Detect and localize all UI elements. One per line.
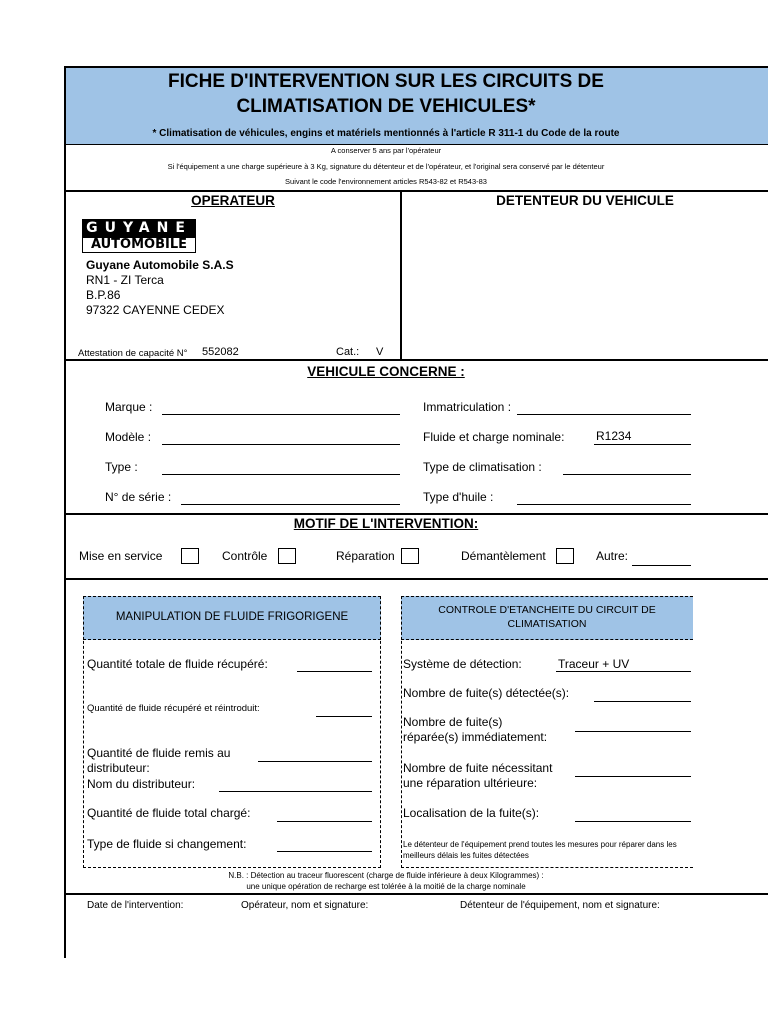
serie-label: N° de série : [105,490,172,504]
attestation-value: 552082 [202,346,239,358]
form-title-line1: FICHE D'INTERVENTION SUR LES CIRCUITS DE [168,71,604,92]
nb-reparees-label-2: réparée(s) immédiatement: [403,730,548,744]
q-total-field[interactable] [297,671,372,672]
systeme-field[interactable] [556,671,691,672]
fluide-field[interactable] [594,444,691,445]
motif-heading: MOTIF DE L'INTERVENTION: [293,516,479,531]
type-clim-field[interactable] [563,474,691,475]
q-remis-label-1: Quantité de fluide remis au [87,746,231,760]
q-remis-field[interactable] [258,761,372,762]
company-logo-sub: AUTOMOBILE [82,237,196,253]
reparation-checkbox[interactable] [401,548,419,564]
operateur-signature-label: Opérateur, nom et signature: [241,900,369,911]
nb-ulterieure-label-2: une réparation ultérieure: [403,776,538,790]
fluide-value: R1234 [596,429,632,443]
localisation-field[interactable] [575,821,691,822]
type-label: Type : [105,460,138,474]
systeme-label: Système de détection: [403,657,522,671]
nb-note-1: N.B. : Détection au traceur fluorescent (charge de fluide inférieure à deux Kilogrammes) : [228,871,544,880]
serie-field[interactable] [181,504,400,505]
date-input-area[interactable] [87,914,227,954]
mise-en-service-checkbox[interactable] [181,548,199,564]
nom-distrib-field[interactable] [219,791,372,792]
fluide-label: Fluide et charge nominale: [423,430,565,444]
cat-label: Cat.: [336,346,360,358]
divider [66,578,768,580]
type-clim-label: Type de climatisation : [423,460,542,474]
operateur-heading: OPERATEUR [191,193,275,208]
autre-field[interactable] [632,565,691,566]
q-reintroduit-field[interactable] [316,716,372,717]
autre-label: Autre: [596,549,629,563]
controle-label: Contrôle [222,549,268,563]
modele-field[interactable] [162,444,400,445]
company-logo: GUYANE [82,219,196,237]
divider [66,893,768,895]
mise-en-service-label: Mise en service [79,549,163,563]
attestation-label: Attestation de capacité N° [78,348,188,359]
header-note-3: Suivant le code l'environnement articles R543-82 et R543-83 [285,177,487,186]
q-charge-field[interactable] [277,821,372,822]
nb-ulterieure-label-1: Nombre de fuite nécessitant [403,761,553,775]
company-address-3: 97322 CAYENNE CEDEX [86,303,225,317]
q-reintroduit-label: Quantité de fluide récupéré et réintroduit: [87,703,260,714]
type-field[interactable] [162,474,400,475]
nb-reparees-field[interactable] [575,731,691,732]
q-remis-label-2: distributeur: [87,761,150,775]
localisation-label: Localisation de la fuite(s): [403,806,540,820]
detenteur-signature-label: Détenteur de l'équipement, nom et signature: [460,900,660,911]
header-note-1: A conserver 5 ans par l'opérateur [330,146,442,155]
type-huile-label: Type d'huile : [423,490,494,504]
controle-checkbox[interactable] [278,548,296,564]
divider [66,190,768,192]
type-changement-field[interactable] [277,851,372,852]
modele-label: Modèle : [105,430,152,444]
form-title-line2: CLIMATISATION DE VEHICULES* [236,96,536,117]
mesures-note-1: Le détenteur de l'équipement prend toutes les mesures pour réparer dans les [403,840,677,849]
header-note-2: Si l'équipement a une charge supérieure à 3 Kg, signature du détenteur et de l'opérateur, et l'original sera conservé par le détenteur [167,162,605,171]
cat-value: V [376,346,384,358]
detenteur-input-area[interactable] [402,213,702,353]
divider [66,144,768,145]
detenteur-heading: DETENTEUR DU VEHICULE [496,193,674,208]
nom-distrib-label: Nom du distributeur: [87,777,196,791]
marque-field[interactable] [162,414,400,415]
immatriculation-field[interactable] [517,414,691,415]
reparation-label: Réparation [336,549,395,563]
divider [66,513,768,515]
demantelement-label: Démantèlement [461,549,546,563]
operateur-signature-area[interactable] [241,914,441,954]
controle-heading-line1: CONTROLE D'ETANCHEITE DU CIRCUIT DE [438,604,656,616]
manipulation-heading: MANIPULATION DE FLUIDE FRIGORIGENE [115,611,349,623]
company-address-1: RN1 - ZI Terca [86,273,164,287]
detenteur-signature-area[interactable] [460,914,690,954]
type-changement-label: Type de fluide si changement: [87,837,247,851]
controle-heading-line2: CLIMATISATION [507,618,587,630]
mesures-note-2: meilleurs délais les fuites détectées [403,851,529,860]
date-label: Date de l'intervention: [87,900,184,911]
systeme-value: Traceur + UV [558,657,630,671]
nb-note-2: une unique opération de recharge est tolérée à la moitié de la charge nominale [246,882,526,891]
demantelement-checkbox[interactable] [556,548,574,564]
q-total-label: Quantité totale de fluide récupéré: [87,657,268,671]
vehicule-heading: VEHICULE CONCERNE : [307,364,465,379]
immatriculation-label: Immatriculation : [423,400,512,414]
type-huile-field[interactable] [517,504,691,505]
nb-reparees-label-1: Nombre de fuite(s) [403,715,503,729]
nb-detectees-label: Nombre de fuite(s) détectée(s): [403,686,570,700]
divider [66,359,768,361]
q-charge-label: Quantité de fluide total chargé: [87,806,251,820]
nb-ulterieure-field[interactable] [575,776,691,777]
nb-detectees-field[interactable] [594,701,691,702]
company-name: Guyane Automobile S.A.S [86,258,234,272]
company-address-2: B.P.86 [86,288,121,302]
marque-label: Marque : [105,400,153,414]
form-subtitle: * Climatisation de véhicules, engins et matériels mentionnés à l'article R 311-1 du Code de la route [152,128,620,139]
